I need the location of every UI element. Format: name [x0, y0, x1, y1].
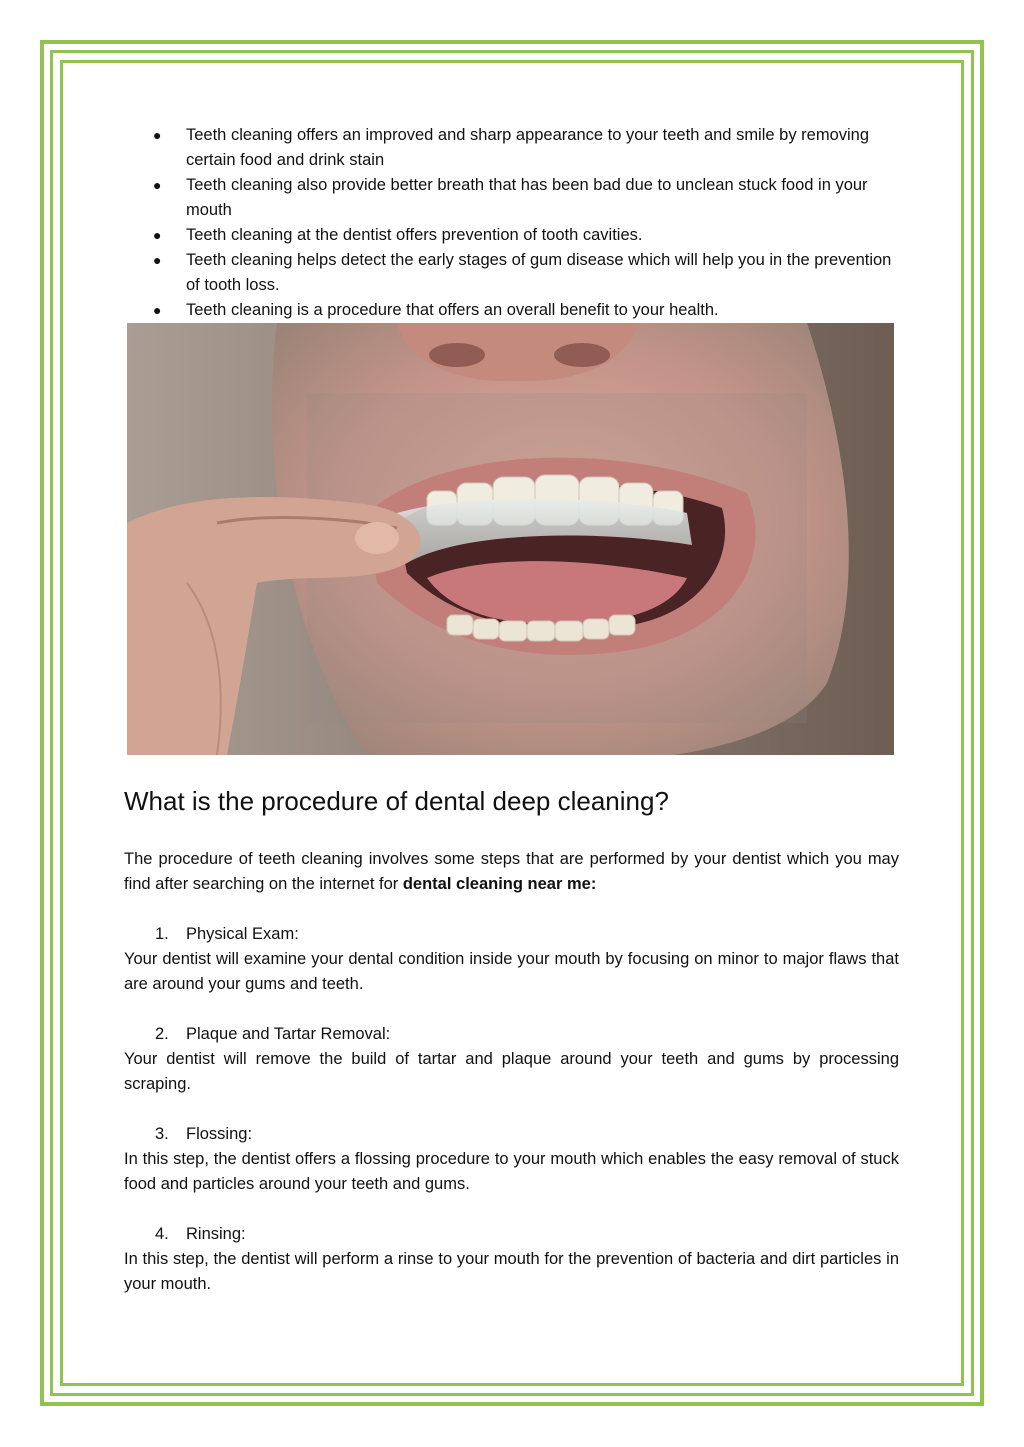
bullet-icon: ●: [153, 302, 162, 318]
step-title: [155, 1222, 246, 1247]
step-number: 1.: [155, 925, 169, 943]
step-title-text: Plaque and Tartar Removal:: [186, 1025, 391, 1043]
step-title: [155, 1122, 252, 1147]
list-item-text: Teeth cleaning at the dentist offers prevention of tooth cavities.: [186, 226, 643, 244]
list-item: [124, 223, 899, 248]
list-item: [124, 298, 899, 323]
bullet-icon: ●: [153, 177, 162, 193]
section-heading: What is the procedure of dental deep cleaning?: [124, 786, 669, 816]
bullet-icon: ●: [153, 252, 162, 268]
benefits-list: [124, 123, 899, 323]
step-number: 3.: [155, 1125, 169, 1143]
step-title-text: Rinsing:: [186, 1225, 246, 1243]
step-title-text: Flossing:: [186, 1125, 253, 1143]
step-description: Your dentist will remove the build of tartar and plaque around your teeth and gums by processing scraping.: [124, 1050, 899, 1093]
intro-paragraph: [124, 847, 899, 897]
step-title: [155, 922, 299, 947]
list-item-text: Teeth cleaning also provide better breath that has been bad due to unclean stuck food in your mouth: [186, 176, 868, 219]
intro-bold-keyword: dental cleaning near me:: [402, 875, 597, 893]
step-title: [155, 1022, 390, 1047]
bullet-icon: ●: [153, 227, 162, 243]
list-item-text: Teeth cleaning helps detect the early stages of gum disease which will help you in the prevention of tooth loss.: [186, 251, 892, 294]
step-description: Your dentist will examine your dental condition inside your mouth by focusing on minor to major flaws that are around your gums and teeth.: [124, 950, 899, 993]
list-item-text: Teeth cleaning offers an improved and sharp appearance to your teeth and smile by removing certain food and drink stain: [186, 126, 870, 169]
list-item: [124, 123, 899, 173]
list-item: [124, 248, 899, 298]
bullet-icon: ●: [153, 127, 162, 143]
list-item: [124, 173, 899, 223]
step-title-text: Physical Exam:: [186, 925, 299, 943]
list-item-text: Teeth cleaning is a procedure that offers an overall benefit to your health.: [186, 301, 719, 319]
step-description: In this step, the dentist will perform a rinse to your mouth for the prevention of bacteria and dirt particles in your mouth.: [124, 1250, 899, 1293]
step-number: 2.: [155, 1025, 169, 1043]
step-number: 4.: [155, 1225, 169, 1243]
mouthguard-photo: [127, 323, 894, 755]
step-description: In this step, the dentist offers a flossing procedure to your mouth which enables the easy removal of stuck food and particles around your teeth and gums.: [124, 1150, 899, 1193]
intro-text: The procedure of teeth cleaning involves some steps that are performed by your dentist which you may find after searching on the internet for: [124, 850, 899, 893]
